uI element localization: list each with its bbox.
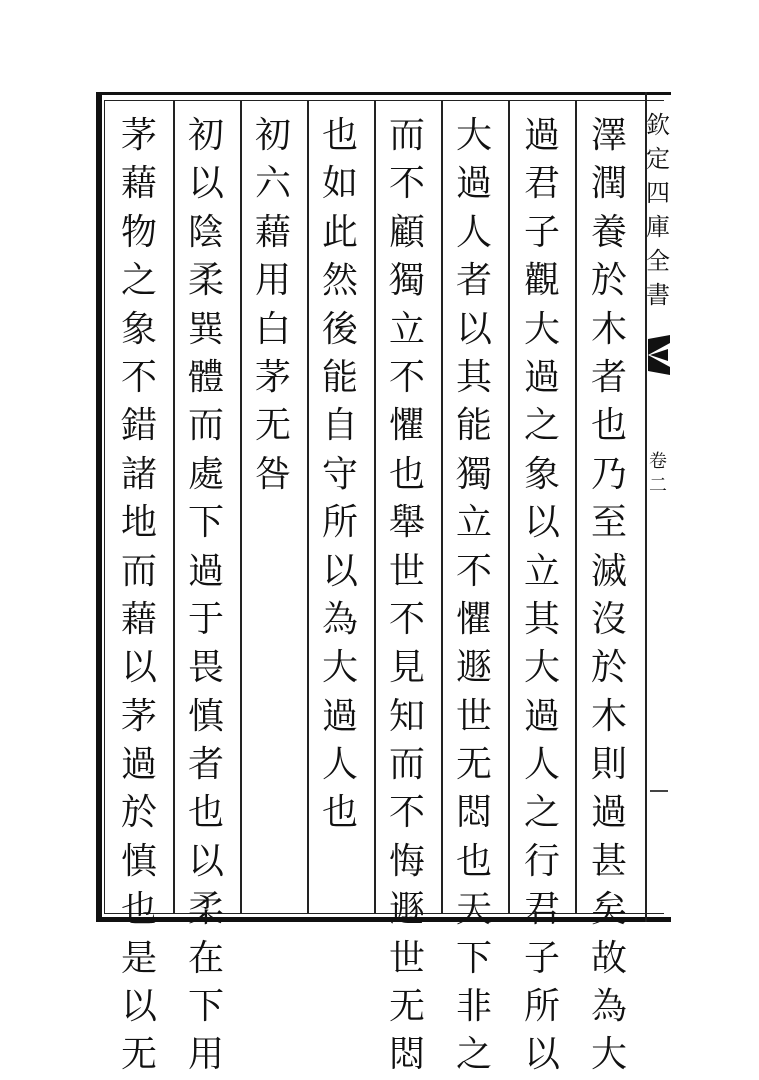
text-column: 過 君 子 觀 大 過 之 象 以 立 其 大 過 人 之 行 君 子 所 以 xyxy=(523,115,560,1076)
column-rule xyxy=(575,100,577,914)
text-column: 澤 潤 養 於 木 者 也 乃 至 滅 沒 於 木 則 過 甚 矣 故 為 大 xyxy=(590,115,627,1076)
text-column: 茅 藉 物 之 象 不 錯 諸 地 而 藉 以 茅 過 於 慎 也 是 以 无 xyxy=(120,115,157,1076)
column-rule xyxy=(441,100,443,914)
margin-tick xyxy=(650,790,668,792)
column-rule xyxy=(508,100,510,914)
column-rule xyxy=(307,100,309,914)
column-rule xyxy=(173,100,175,914)
text-column: 而 不 顧 獨 立 不 懼 也 舉 世 不 見 知 而 不 悔 遯 世 无 悶 xyxy=(388,115,425,1076)
margin-title: 欽 定 四 庫 全 書 xyxy=(646,111,670,309)
fishtail-mark-icon xyxy=(648,335,670,375)
text-column: 初 以 陰 柔 巽 體 而 處 下 過 于 畏 慎 者 也 以 柔 在 下 用 xyxy=(187,115,224,1076)
column-rule xyxy=(240,100,242,914)
text-column: 也 如 此 然 後 能 自 守 所 以 為 大 過 人 也 xyxy=(321,115,358,834)
text-column: 大 過 人 者 以 其 能 獨 立 不 懼 遯 世 无 悶 也 天 下 非 之 xyxy=(455,115,492,1076)
column-rule xyxy=(374,100,376,914)
margin-volume: 卷 二 xyxy=(649,451,667,496)
text-column: 初 六 藉 用 白 茅 无 咎 xyxy=(254,115,291,495)
